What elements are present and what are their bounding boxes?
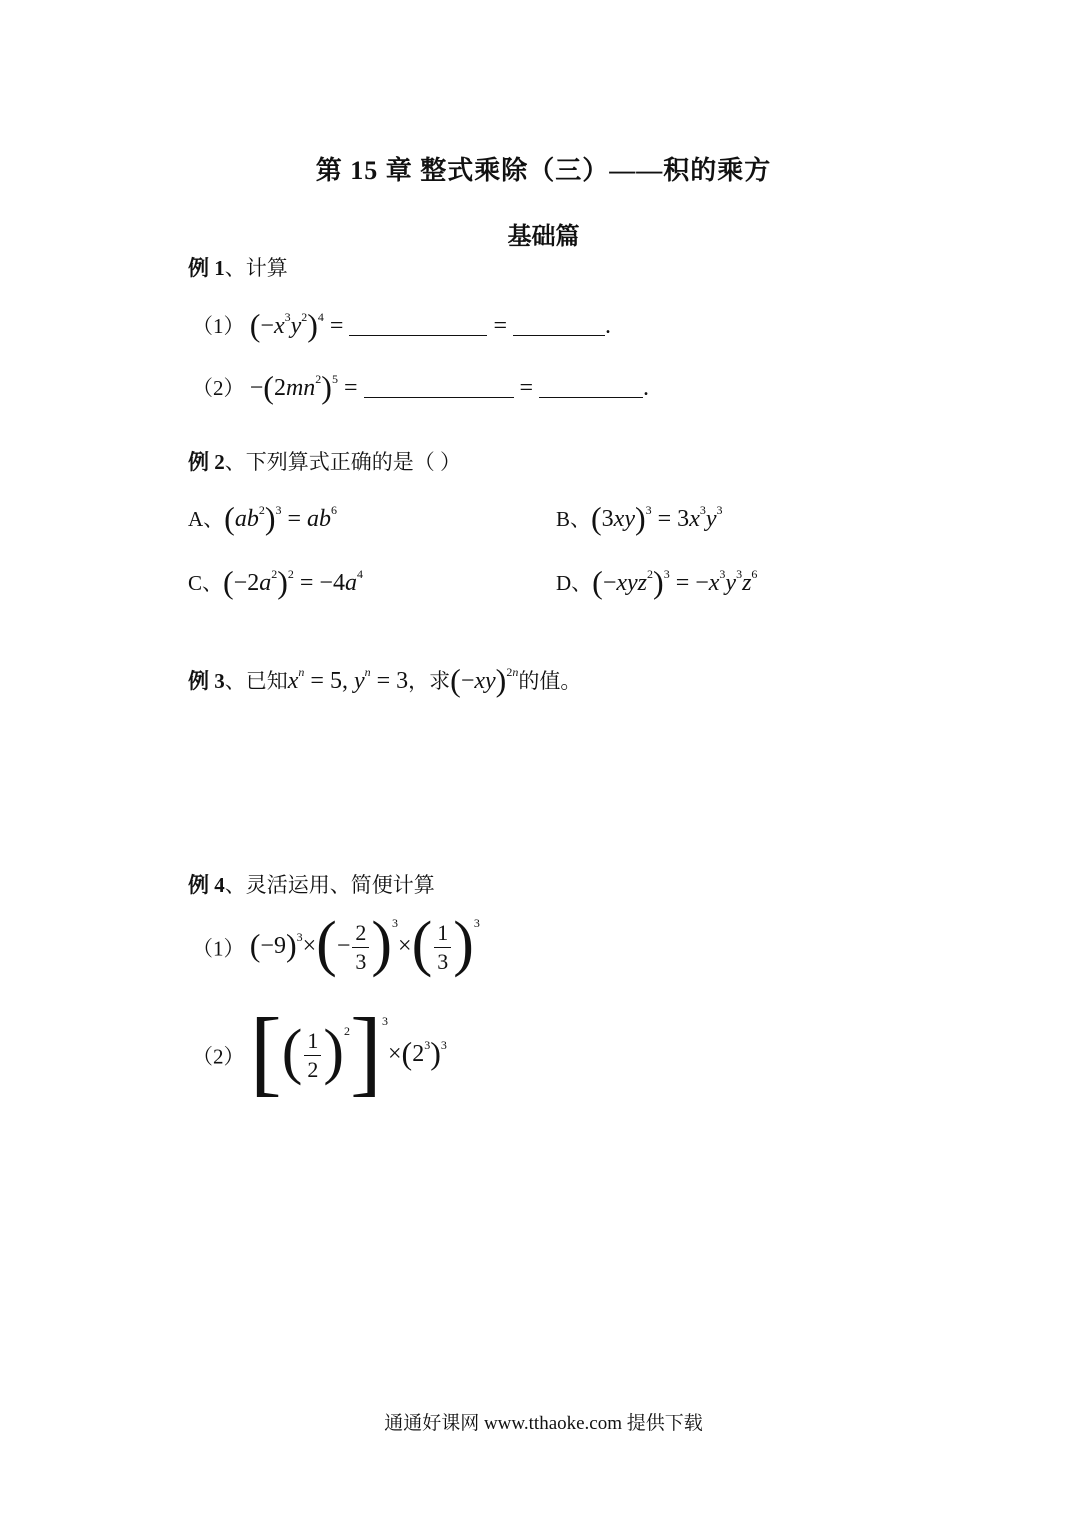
math-expression: $(-xyz^2)^3 = -x^3y^3z^6$	[592, 564, 758, 600]
example-4-question-1	[192, 912, 480, 983]
option-d	[556, 561, 757, 598]
question-number: （1）	[192, 314, 245, 338]
option-b	[556, 497, 723, 534]
option-a-label: A、	[188, 507, 225, 531]
math-expression: $-(2mn^2)^5$ = = .	[249, 369, 650, 405]
math-expression: $(-x^3y^2)^4$ = = .	[249, 307, 612, 343]
option-c	[188, 561, 363, 598]
example-1-question-1	[192, 304, 611, 341]
section-subtitle: 基础篇	[507, 224, 580, 250]
question-number: （2）	[192, 1044, 245, 1069]
example-3-text-c: 的值。	[518, 669, 582, 693]
page-title: 第 15 章 整式乘除（三）——积的乘方	[315, 156, 772, 185]
example-3	[188, 659, 581, 696]
math-expression: $(3xy)^3 = 3x^3y^3$	[591, 500, 723, 536]
option-a	[188, 497, 337, 534]
question-number: （1）	[192, 936, 245, 961]
option-b-label: B、	[556, 507, 592, 531]
example-3-label: 例 3	[188, 669, 225, 693]
example-4-question-2	[192, 1000, 447, 1111]
example-1-question-2	[192, 366, 649, 403]
math-expression: $(ab^2)^3 = ab^6$	[224, 500, 338, 536]
example-2-label: 例 2	[188, 450, 225, 474]
math-expression: [( $\frac{1}{2}$ )$^2]^3\times(2^3)^3$	[249, 998, 447, 1105]
math-expression: $x^n = 5$, $y^n = 3$	[287, 665, 409, 694]
example-1-label: 例 1	[188, 256, 225, 280]
example-2-heading	[188, 446, 461, 476]
math-expression: $(-2a^2)^2 = -4a^4$	[223, 564, 363, 600]
example-3-text-a: 、已知	[224, 669, 288, 693]
example-1-heading	[188, 252, 288, 282]
option-c-label: C、	[188, 571, 224, 595]
example-4-text: 、灵活运用、简便计算	[224, 873, 435, 897]
example-4-heading	[188, 869, 435, 899]
example-1-text: 、计算	[224, 256, 288, 280]
example-2-text: 、下列算式正确的是（ ）	[224, 450, 461, 474]
example-4-label: 例 4	[188, 873, 225, 897]
math-expression: $(-9)^3\times(-$ $\frac{2}{3}$ )$^3$×( $\frac{1}{3}$ )$^3$	[249, 910, 480, 978]
option-d-label: D、	[556, 571, 593, 595]
example-3-text-b: ，求	[408, 669, 451, 693]
footer-credit: 通通好课网 www.tthaoke.com 提供下载	[384, 1413, 703, 1434]
question-number: （2）	[192, 376, 245, 400]
math-expression: $(-xy)^{2n}$	[450, 662, 519, 698]
